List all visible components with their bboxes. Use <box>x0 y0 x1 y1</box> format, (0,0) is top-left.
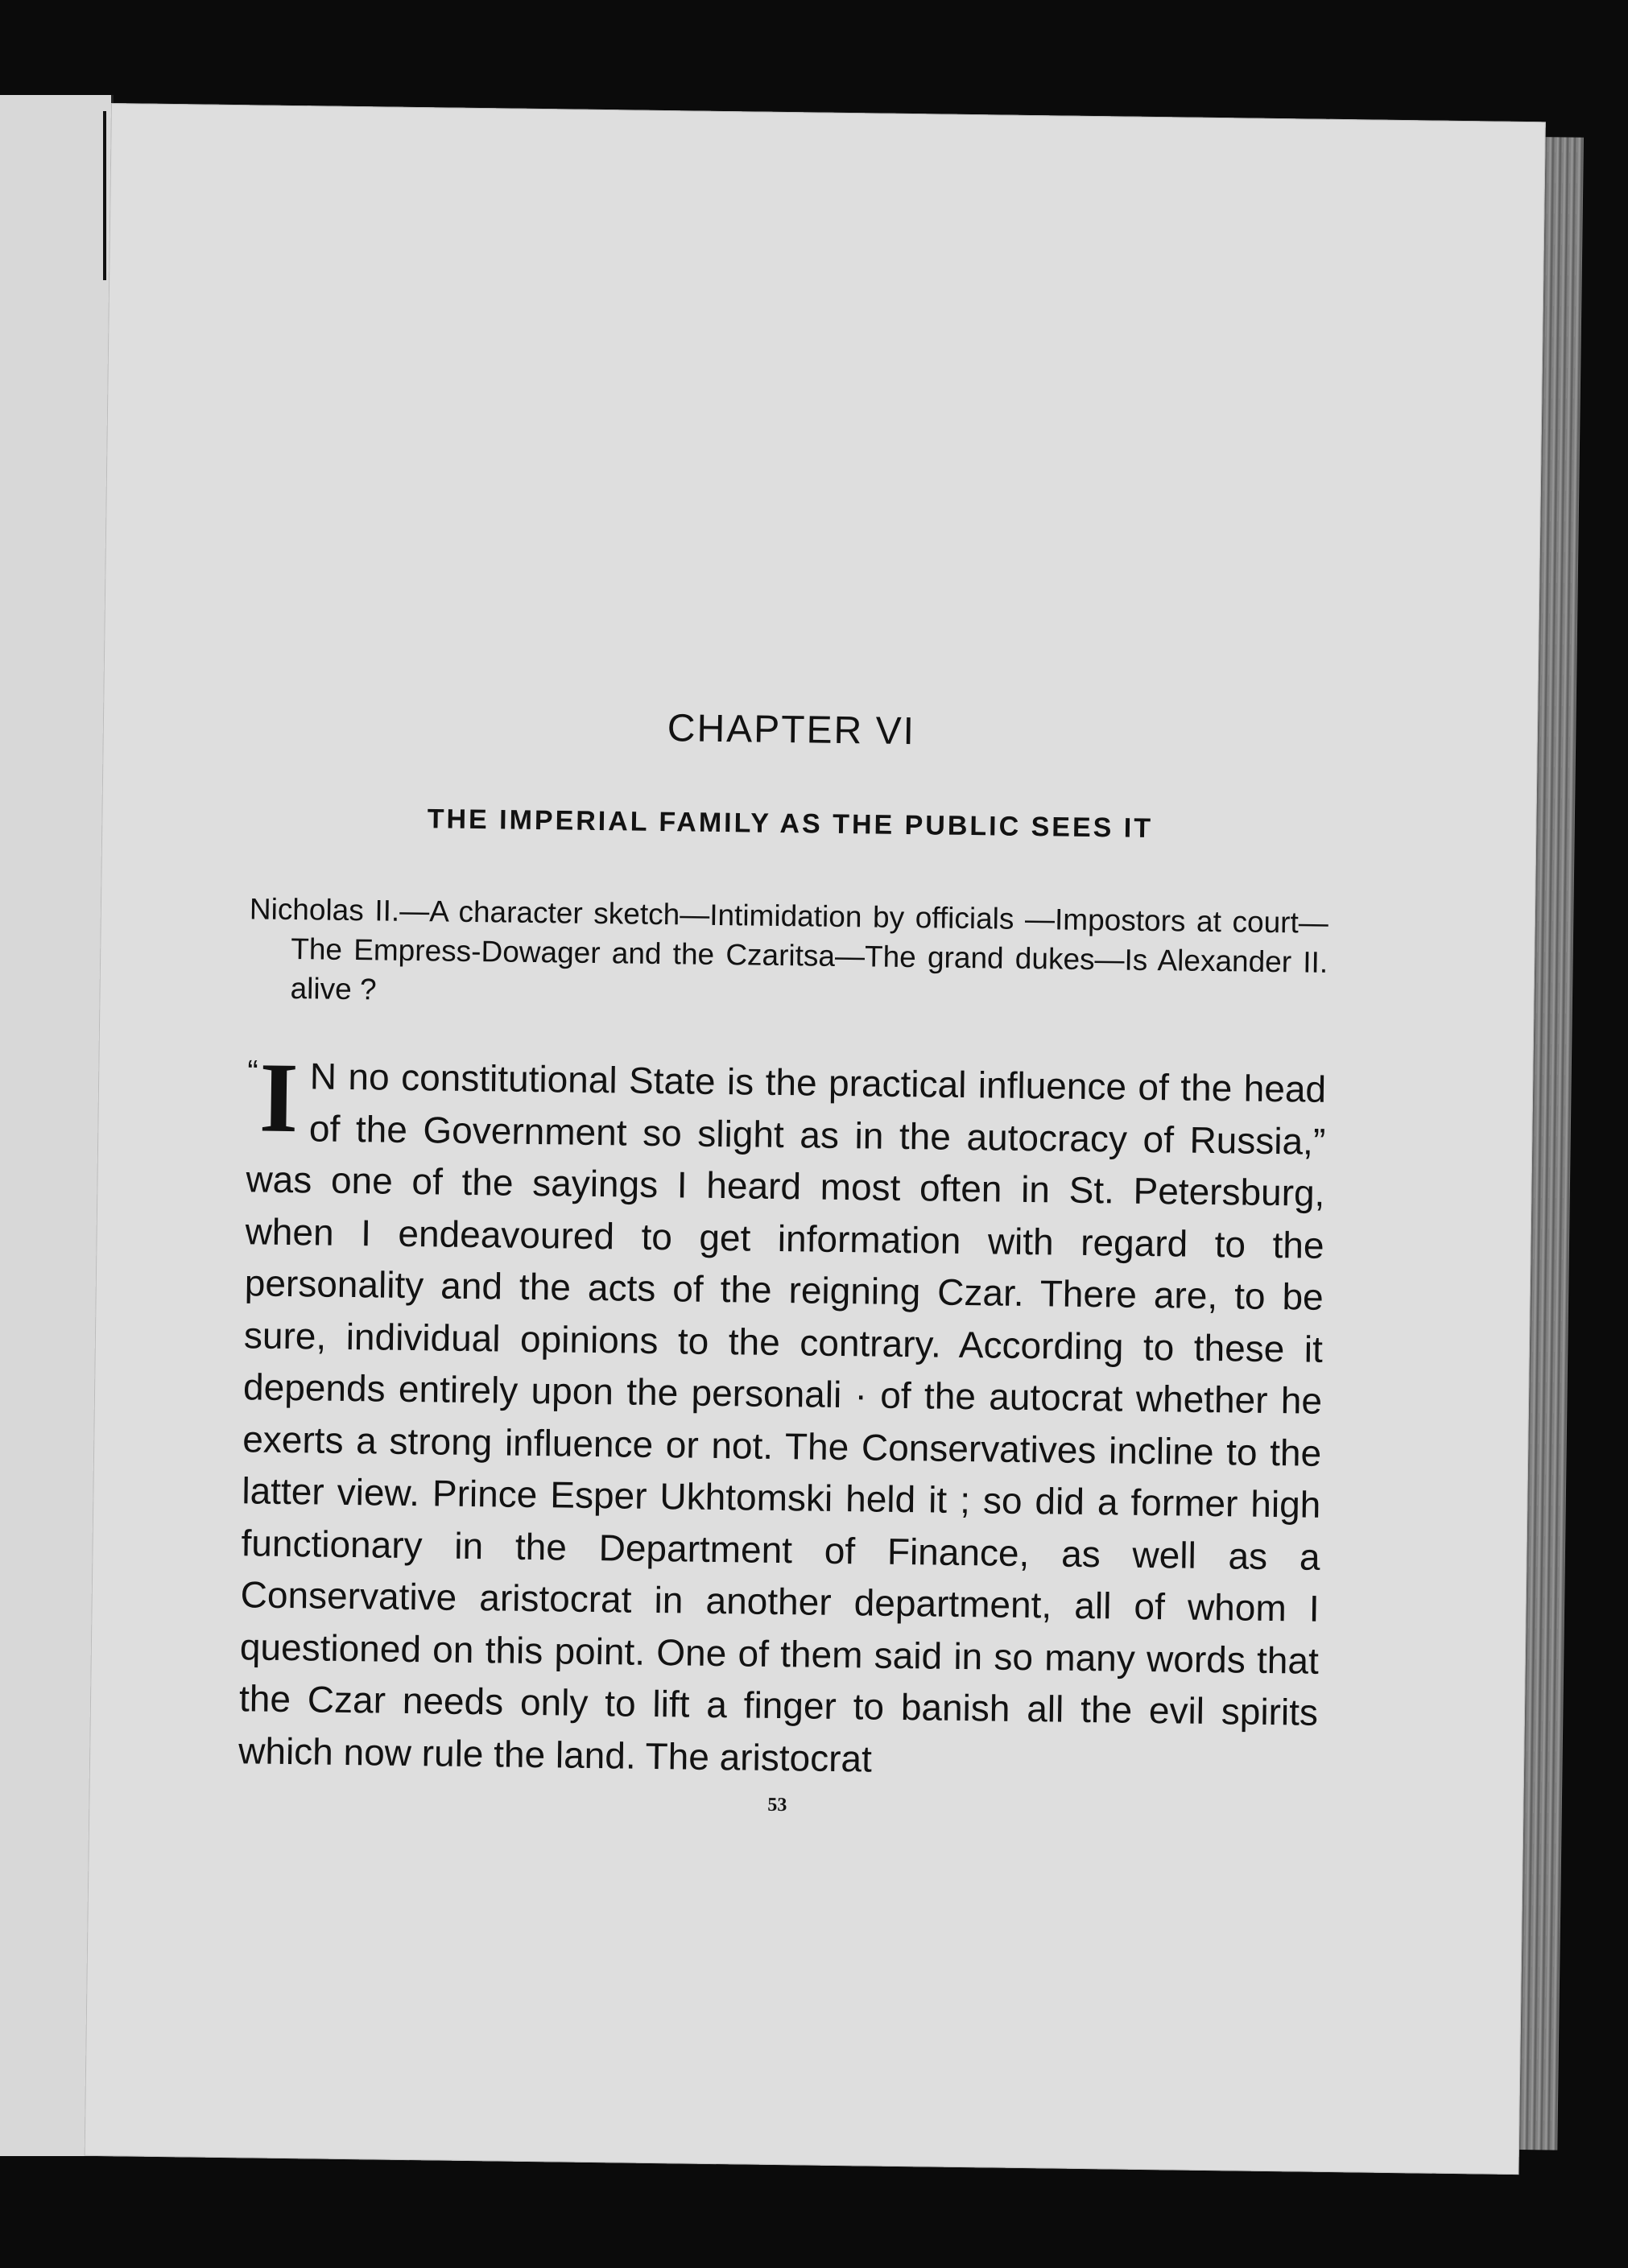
body-text: N no constitutional State is the practical influence of the head of the Government so slight as in the autocracy of Russia,” was one of the sayings I heard most often in St. Petersburg, when I endeavoured to get information with regard to the personality and the acts of the reigning Czar. There are, to be sure, individual opinions to the contrary. According to these it depends entirely upon the personali · of the autocrat whether he exerts a strong influence or not. The Conservatives incline to the latter view. Prince Esper Ukhtomski held it ; so did a former high functionary in the Department of Finance, as well as a Conservative aristocrat in another department, all of whom I questioned on this point. One of them said in so many words that the Czar needs only to lift a finger to banish all the evil spirits which now rule the land. The aristocrat <box>238 1055 1327 1780</box>
body-paragraph <box>238 1042 1327 1790</box>
book-page <box>85 103 1546 2175</box>
chapter-synopsis: Nicholas II.—A character sketch—Intimidation by officials —Impostors at court—The Empress-Dowager and the Czaritsa—The grand dukes—Is Alexander II. alive ? <box>249 892 1329 1006</box>
page-content <box>238 700 1331 1823</box>
gutter-rule <box>103 111 106 280</box>
drop-cap: I <box>258 1042 300 1154</box>
page-number: 53 <box>767 1794 787 1816</box>
chapter-subtitle: THE IMPERIAL FAMILY AS THE PUBLIC SEES IT <box>427 804 1154 845</box>
chapter-title: CHAPTER VI <box>667 707 916 754</box>
drop-cap-block <box>246 1042 300 1154</box>
open-quote-mark: “ <box>246 1054 258 1090</box>
